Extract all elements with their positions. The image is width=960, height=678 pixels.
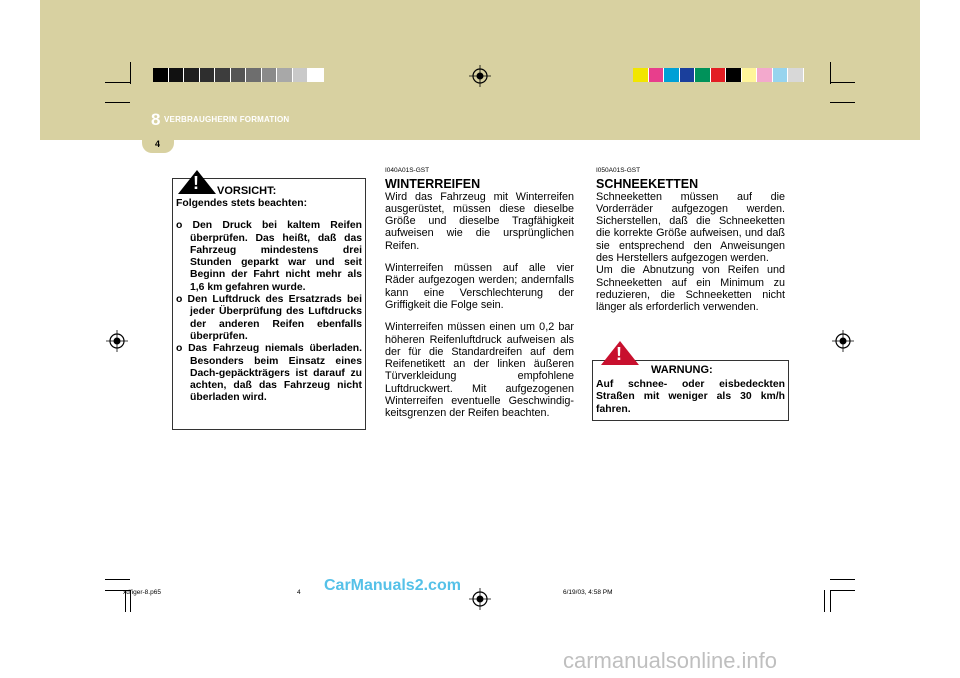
paragraph: Winterreifen müssen auf alle vier Räder aufgezogen werden; andernfalls kann eine Verschlechterung der Griffigkeit die Folge sein. [385, 262, 574, 311]
gray-swatch [277, 68, 293, 82]
gray-swatch [200, 68, 216, 82]
site-watermark[interactable]: CarManuals2.com [324, 577, 461, 594]
color-swatch [633, 68, 649, 82]
section-code: I040A01S-GST [385, 167, 430, 174]
grayscale-calibration-bar [153, 68, 324, 82]
crop-mark [824, 590, 825, 612]
gray-swatch [184, 68, 200, 82]
color-swatch [649, 68, 665, 82]
gray-swatch [246, 68, 262, 82]
warning-text: Auf schnee- oder eisbedeckten Straßen mit weniger als 30 km/h fahren. [596, 379, 785, 415]
crop-mark [830, 579, 855, 580]
section-code: I050A01S-GST [596, 167, 641, 174]
caution-intro: Folgendes stets beachten: [176, 198, 308, 209]
gray-swatch [262, 68, 278, 82]
winterreifen-section [385, 165, 574, 420]
schneeketten-section [596, 165, 785, 314]
color-swatch [680, 68, 696, 82]
paragraph: Schneeketten müssen auf die Vorderräder aufgezogen werden. Sicherstellen, daß die Schneeketten die korrekte Größe aufweisen, und daß sie entsprechend den Anweisungen des Herstellers aufgezogen werden. [596, 190, 785, 265]
color-swatch [788, 68, 804, 82]
paragraph: Um die Abnutzung von Reifen und Schneeketten auf ein Minimum zu reduzieren, die Schneeketten nicht länger als erforderlich verwenden. [596, 264, 785, 314]
color-swatch [711, 68, 727, 82]
footer-page: 4 [297, 589, 301, 596]
crop-mark [105, 102, 130, 103]
color-swatch [726, 68, 742, 82]
crop-mark [830, 590, 831, 612]
paragraph: Wird das Fahrzeug mit Winterreifen ausgerüstet, müssen diese dieselbe Größe und dieselbe Tragfähigkeit aufweisen wie die ursprünglichen Reifen. [385, 190, 574, 252]
color-swatch [773, 68, 789, 82]
crop-mark [105, 579, 130, 580]
exclamation-icon: ! [193, 173, 199, 193]
page-number: 4 [155, 139, 161, 149]
crop-mark [130, 62, 131, 84]
caution-item: o Den Luftdruck des Ersatzrads bei jeder Überprüfung des Luftdrucks der anderen Reifen ebenfalls überprüfen. [176, 294, 362, 342]
caution-item: o Den Druck bei kaltem Reifen überprüfen. Das heißt, daß das Fahrzeug mindestens drei Stunden geparkt war und seit Beginn der Fahrt nicht mehr als 1,6 km gefahren wurde. [176, 220, 362, 293]
color-swatch [664, 68, 680, 82]
gray-swatch [231, 68, 247, 82]
bottom-watermark[interactable]: carmanualsonline.info [563, 648, 778, 673]
paragraph: Winterreifen müssen einen um 0,2 bar höheren Reifenluftdruck aufweisen als der für die Standardreifen auf dem Reifenetikett an der linken äußeren Türverkleidung empfohlene Luftdruckwert. Mit aufgezogenen Winterreifen eventuelle Geschwindig-keitsgrenzen der Reifen beachten. [385, 321, 574, 420]
section-heading: SCHNEEKETTEN [596, 177, 699, 192]
exclamation-icon: ! [616, 344, 622, 364]
gray-swatch [215, 68, 231, 82]
gray-swatch [153, 68, 169, 82]
registration-mark-icon [469, 588, 491, 610]
footer-date: 6/19/03, 4:58 PM [563, 589, 613, 596]
chapter-title: VERBRAUGHERIN FORMATION [164, 115, 290, 124]
crop-mark [105, 82, 130, 83]
gray-swatch [169, 68, 185, 82]
footer-file: xdfiger-8.p65 [123, 589, 161, 596]
registration-mark-icon [832, 330, 854, 352]
crop-mark [830, 62, 831, 84]
caution-item: o Das Fahrzeug niemals überladen. Besonders beim Einsatz eines Dach-gepäckträgers ist darauf zu achten, daß das Fahrzeug nicht überladen wird. [176, 343, 362, 404]
crop-mark [830, 590, 855, 591]
caution-title: VORSICHT: [217, 185, 277, 197]
registration-mark-icon [106, 330, 128, 352]
warning-title: WARNUNG: [651, 364, 713, 376]
crop-mark [830, 102, 855, 103]
gray-swatch [293, 68, 309, 82]
gray-swatch [308, 68, 324, 82]
color-swatch [757, 68, 773, 82]
color-calibration-bar [633, 68, 804, 82]
chapter-number: 8 [151, 110, 161, 129]
crop-mark [830, 82, 855, 83]
color-swatch [742, 68, 758, 82]
color-swatch [695, 68, 711, 82]
section-heading: WINTERREIFEN [385, 177, 481, 192]
registration-mark-icon [469, 65, 491, 87]
caution-body [176, 198, 362, 405]
